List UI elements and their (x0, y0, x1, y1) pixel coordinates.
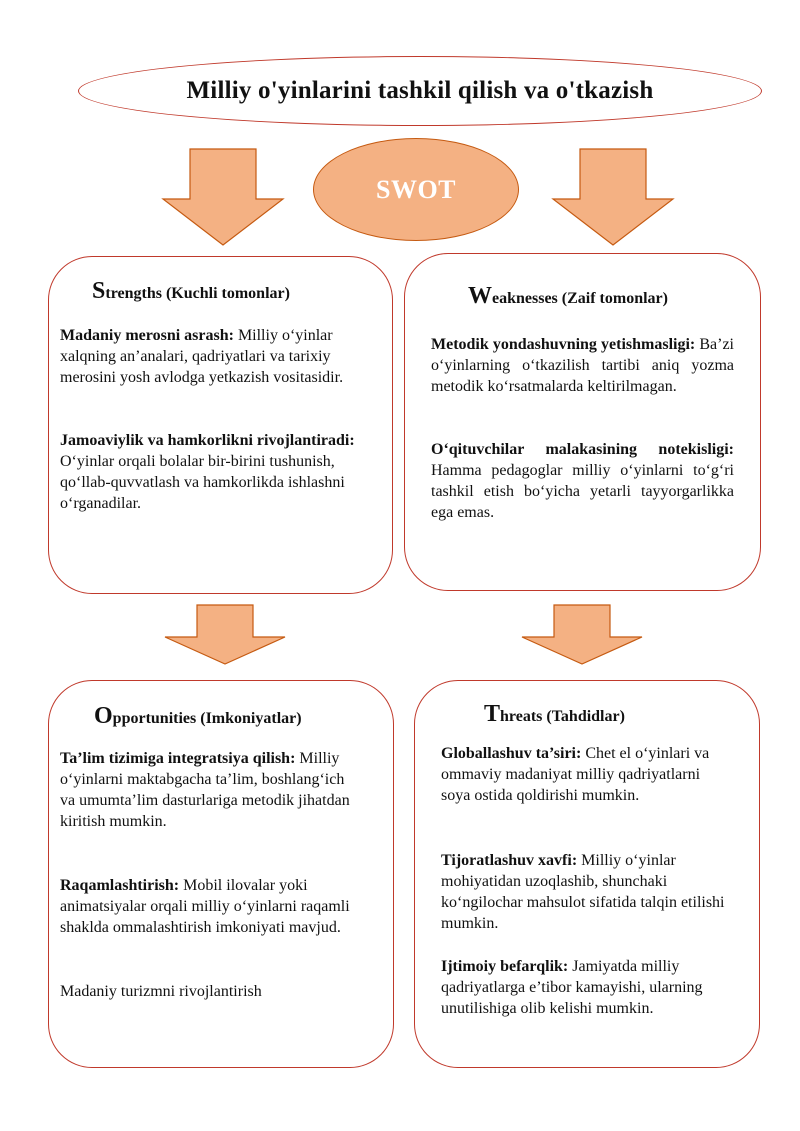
strengths-item-1-text: Milliy o‘yinlar xalqning an’analari, qadriyatlari va tarixiy merosini yosh avlodga yetkazish vositasidir. (60, 327, 344, 386)
opportunities-item-1 (60, 748, 360, 832)
opportunities-item-1-text: Milliy o‘yinlarni maktabgacha ta’lim, boshlang‘ich va umumta’lim dasturlariga metodik jihatdan kiritish mumkin. (60, 750, 350, 830)
threats-item-1 (441, 743, 731, 806)
weaknesses-initial: W (468, 283, 492, 309)
weaknesses-item-2-term: O‘qituvchilar malakasining notekisligi: (431, 441, 734, 458)
weaknesses-item-1 (431, 334, 734, 397)
weaknesses-item-2 (431, 439, 734, 523)
strengths-item-1 (60, 325, 360, 388)
threats-item-3-term: Ijtimoiy befarqlik: (441, 958, 569, 975)
title-oval (78, 56, 762, 126)
strengths-box (48, 256, 393, 594)
threats-item-1-term: Globallashuv ta’siri: (441, 745, 582, 762)
opportunities-item-2-term: Raqamlashtirish: (60, 877, 180, 894)
strengths-heading (92, 278, 290, 305)
opportunities-heading (94, 703, 302, 730)
opportunities-heading-text: pportunities (Imkoniyatlar) (112, 710, 302, 727)
arrow-down-left-bottom (165, 605, 285, 665)
weaknesses-item-1-term: Metodik yondashuvning yetishmasligi: (431, 336, 696, 353)
swot-oval (313, 138, 519, 241)
threats-item-3-text: Jamiyatda milliy qadriyatlarga e’tibor kamayishi, ularning unutilishiga olib kelishi mumkin. (441, 958, 703, 1017)
opportunities-initial: O (94, 703, 113, 729)
threats-heading-text: hreats (Tahdidlar) (500, 708, 625, 725)
weaknesses-item-2-text: Hamma pedagoglar milliy o‘yinlarni to‘g‘ri tashkil etish bo‘yicha yetarli tayyorgarlikka ega emas. (431, 462, 734, 521)
weaknesses-heading (468, 283, 668, 310)
weaknesses-heading-text: eaknesses (Zaif tomonlar) (492, 290, 668, 307)
strengths-initial: S (92, 278, 106, 304)
threats-item-1-text: Chet el o‘yinlari va ommaviy madaniyat milliy qadriyatlarni soya ostida qoldirishi mumkin. (441, 745, 710, 804)
strengths-item-2 (60, 430, 360, 514)
arrow-down-left-top (163, 149, 283, 247)
threats-item-3 (441, 956, 731, 1019)
strengths-item-2-term: Jamoaviylik va hamkorlikni rivojlantiradi: (60, 432, 355, 449)
strengths-item-1-term: Madaniy merosni asrash: (60, 327, 234, 344)
strengths-item-2-text: O‘yinlar orqali bolalar bir-birini tushunish, qo‘llab-quvvatlash va hamkorlikda ishlashni o‘rganadilar. (60, 453, 345, 512)
threats-item-2-term: Tijoratlashuv xavfi: (441, 852, 578, 869)
weaknesses-item-1-text: Ba’zi o‘yinlarning o‘tkazilish tartibi aniq yozma metodik ko‘rsatmalarda keltirilmagan. (431, 336, 734, 395)
arrow-down-right-bottom (522, 605, 642, 665)
strengths-heading-text: trengths (Kuchli tomonlar) (105, 285, 290, 302)
threats-heading (484, 701, 625, 728)
page-title: Milliy o'yinlarini tashkil qilish va o'tkazish (186, 77, 654, 104)
swot-label: SWOT (375, 174, 457, 204)
opportunities-item-1-term: Ta’lim tizimiga integratsiya qilish: (60, 750, 296, 767)
opportunities-box (48, 680, 394, 1068)
opportunities-item-3 (60, 981, 360, 1002)
threats-item-2 (441, 850, 731, 934)
threats-item-2-text: Milliy o‘yinlar mohiyatidan uzoqlashib, shunchaki ko‘ngilochar mahsulot sifatida talqin etilishi mumkin. (441, 852, 725, 932)
opportunities-item-3-text: Madaniy turizmni rivojlantirish (60, 983, 262, 1000)
threats-initial: T (484, 701, 501, 727)
arrow-down-right-top (553, 149, 673, 247)
opportunities-item-2 (60, 875, 360, 938)
opportunities-item-2-text: Mobil ilovalar yoki animatsiyalar orqali milliy o‘yinlarni raqamli shaklda ommalashtirish imkoniyati mavjud. (60, 877, 350, 936)
